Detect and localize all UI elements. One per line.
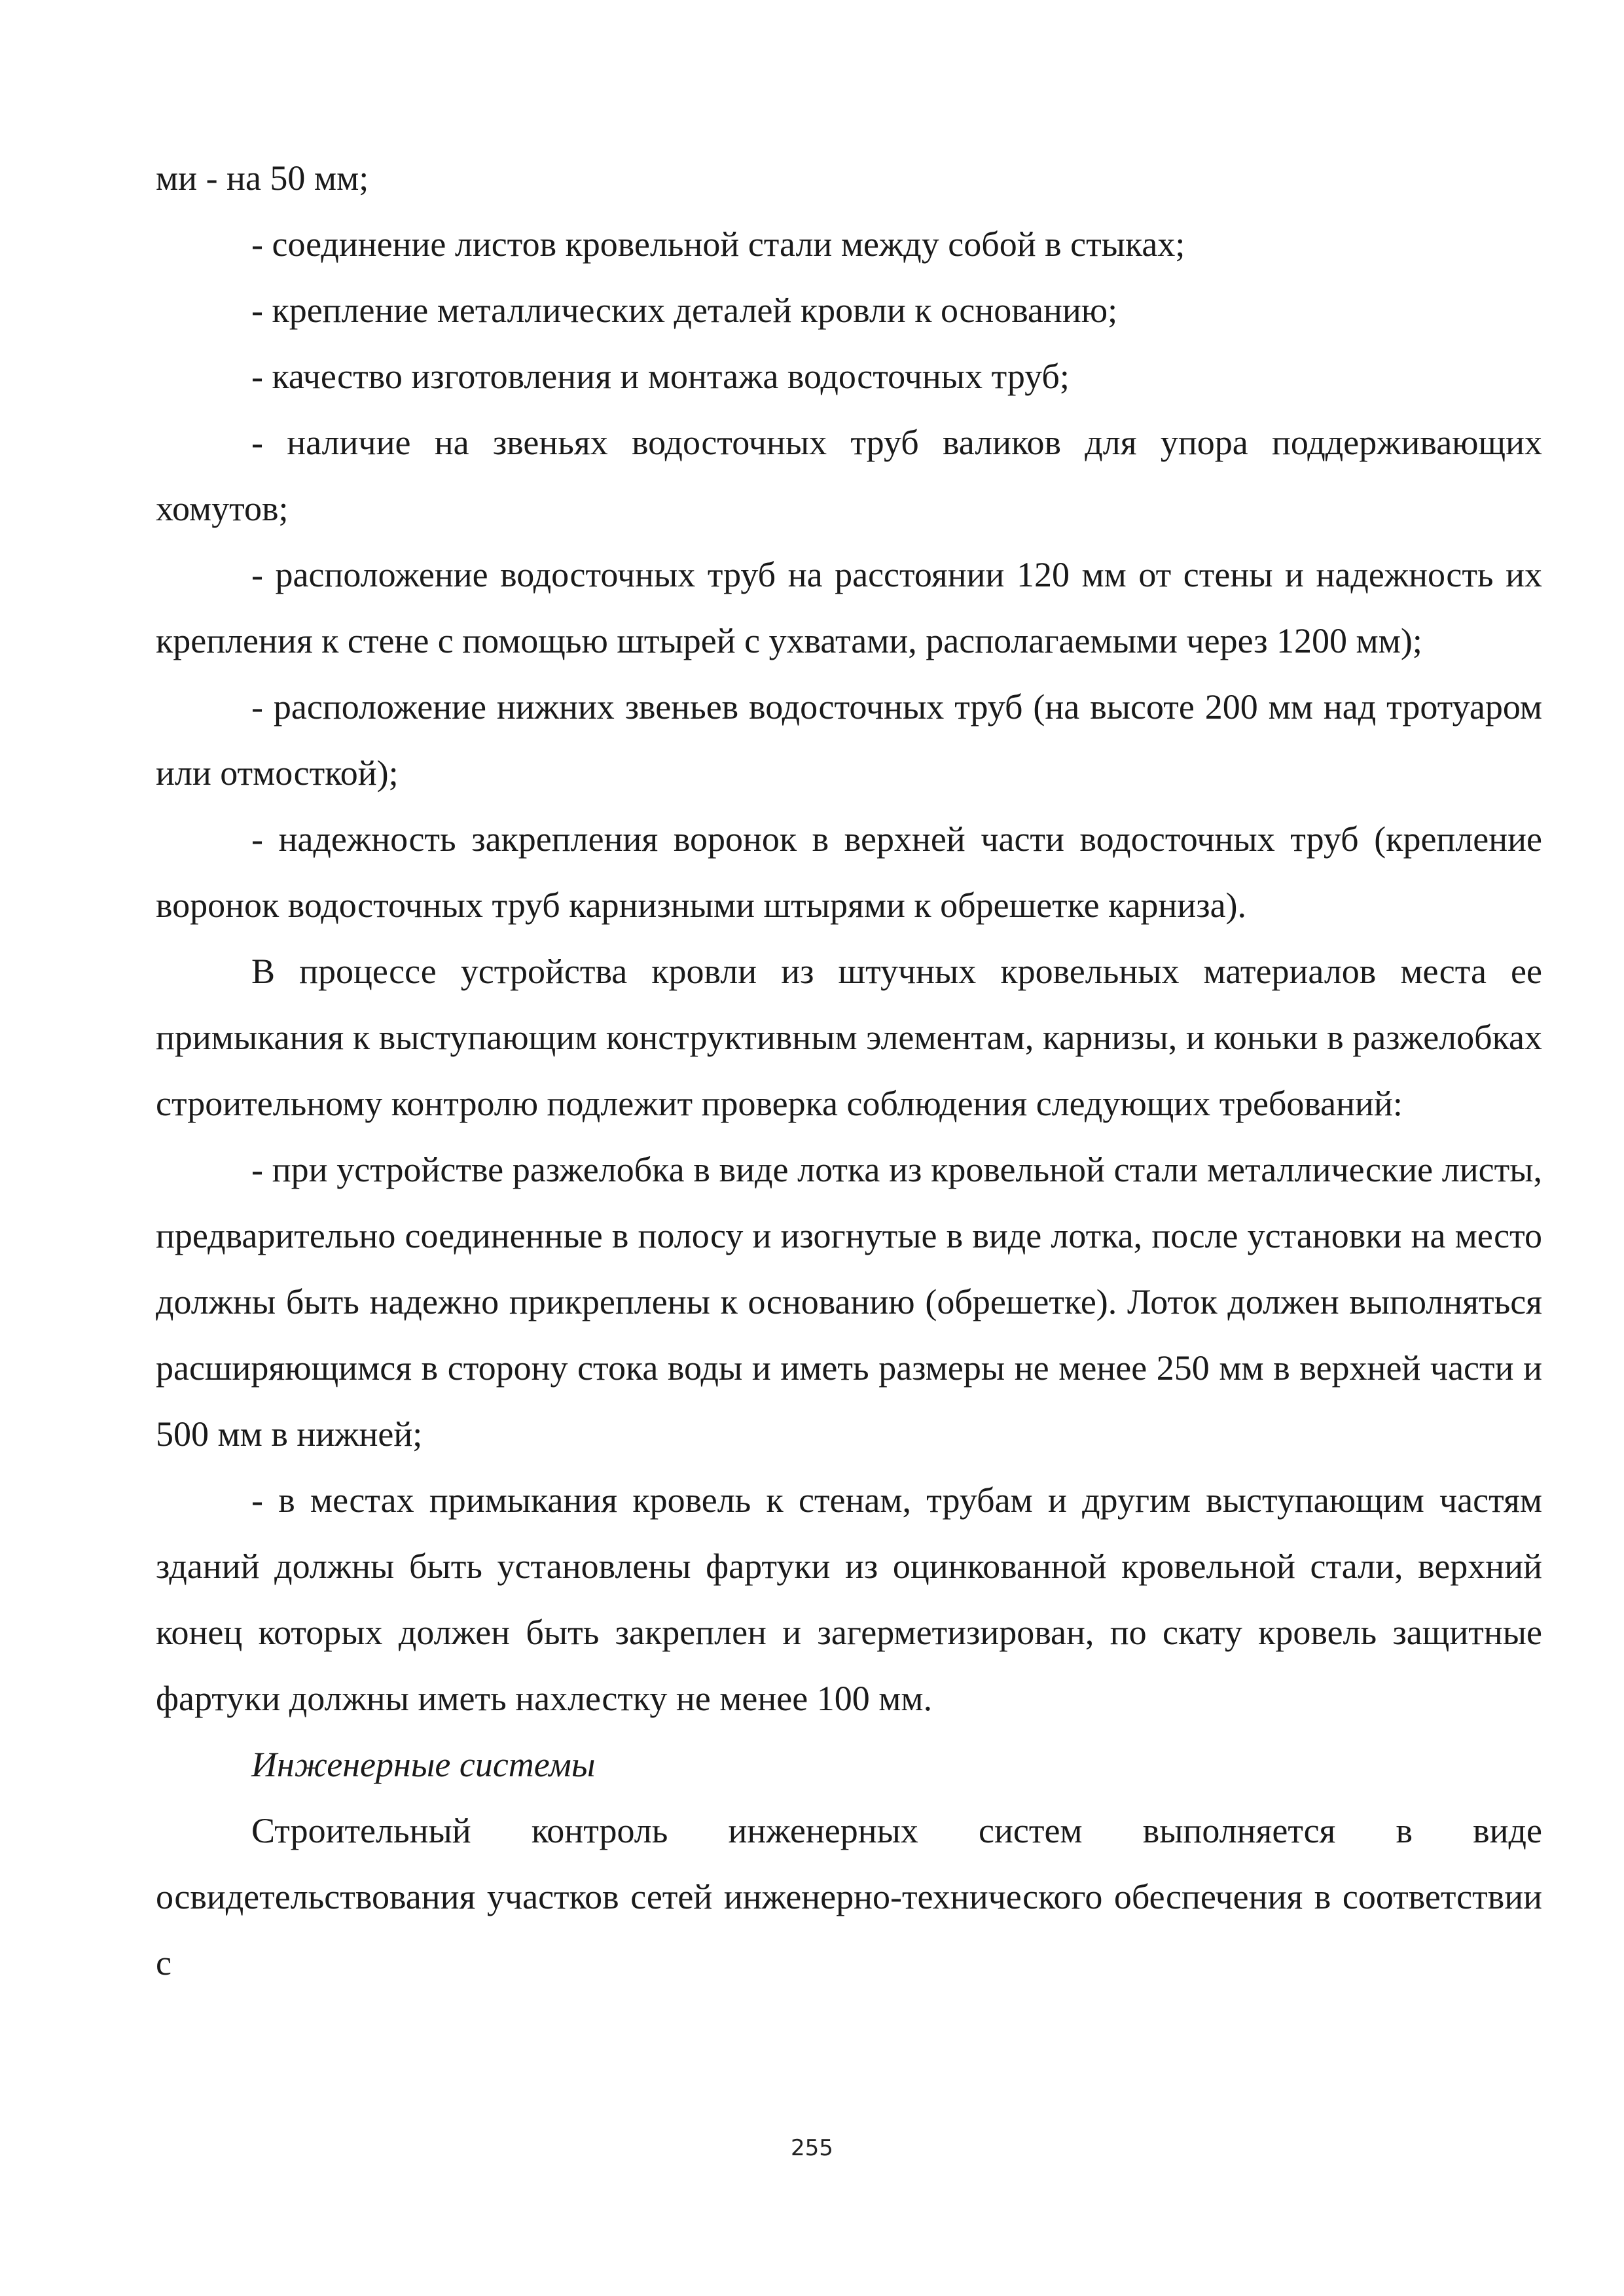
- list-item-downpipe-position: - расположение водосточных труб на расстоянии 120 мм от стены и надежность их крепления к стене с помощью штырей с ухватами, располагаемыми через 1200 мм);: [156, 555, 1542, 660]
- paragraph-piece-roofing: В процессе устройства кровли из штучных кровельных материалов места ее примыкания к выступающим конструктивным элементам, карнизы, и коньки в разжелобках строительному контролю подлежит проверка соблюдения следующих требований:: [156, 952, 1542, 1123]
- list-item-downpipe-rolls: - наличие на звеньях водосточных труб валиков для упора поддерживающих хомутов;: [156, 423, 1542, 528]
- list-item-flashing-aprons: - в местах примыкания кровель к стенам, трубам и другим выступающим частям зданий должны быть установлены фартуки из оцинкованной кровельной стали, верхний конец которых должен быть закреплен и загерметизирован, по скату кровель защитные фартуки должны иметь нахлестку не менее 100 мм.: [156, 1480, 1542, 1718]
- paragraph-continuation: ми - на 50 мм;: [156, 158, 369, 198]
- list-item-valley-tray: - при устройстве разжелобка в виде лотка из кровельной стали металлические листы, предварительно соединенные в полосу и изогнутые в виде лотка, после установки на место должны быть надежно прикреплены к основанию (обрешетке). Лоток должен выполняться расширяющимся в сторону стока воды и иметь размеры не менее 250 мм в верхней части и 500 мм в нижней;: [156, 1150, 1542, 1454]
- page-number: 255: [791, 2135, 833, 2161]
- list-item-metal-fastening: - крепление металлических деталей кровли к основанию;: [251, 291, 1118, 330]
- section-heading-engineering-systems: Инженерные системы: [251, 1745, 596, 1784]
- paragraph-engineering-control: Строительный контроль инженерных систем выполняется в виде освидетельствования участков сетей инженерно-технического обеспечения в соответствии с: [156, 1811, 1542, 1982]
- list-item-sheet-joints: - соединение листов кровельной стали между собой в стыках;: [251, 224, 1185, 264]
- list-item-funnel-fixing: - надежность закрепления воронок в верхней части водосточных труб (крепление воронок водосточных труб карнизными штырями к обрешетке карниза).: [156, 819, 1542, 925]
- body-text: [156, 145, 1542, 1996]
- list-item-lower-links: - расположение нижних звеньев водосточных труб (на высоте 200 мм над тротуаром или отмосткой);: [156, 687, 1542, 793]
- list-item-downpipe-quality: - качество изготовления и монтажа водосточных труб;: [251, 357, 1070, 396]
